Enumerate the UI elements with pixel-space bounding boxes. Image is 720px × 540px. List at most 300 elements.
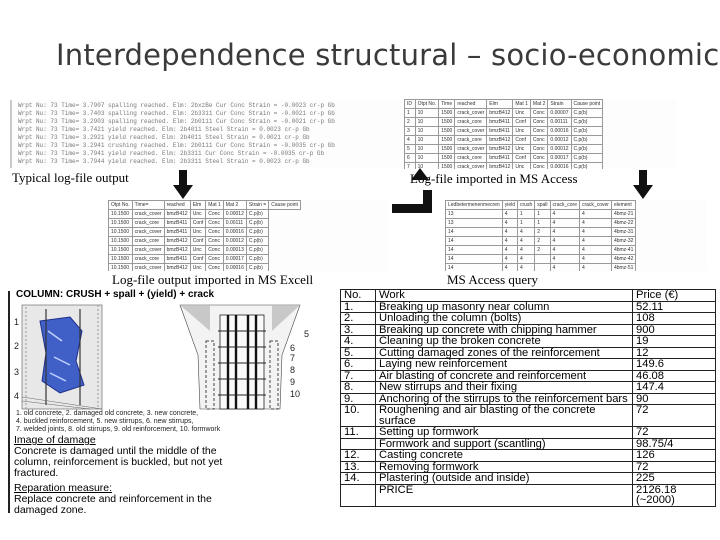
table-cell: 2 — [405, 118, 416, 127]
column-damage-panel — [8, 289, 336, 516]
table-cell: 4 — [405, 136, 416, 145]
table-cell: 4 — [502, 237, 517, 246]
price-row-price: 900 — [633, 324, 716, 336]
drawing-label-2: 2 — [14, 341, 20, 351]
access-table — [404, 99, 603, 169]
table-cell: Conc — [206, 210, 224, 219]
table-cell: 4 — [518, 255, 535, 264]
price-row-no: 9. — [341, 393, 376, 405]
table-cell: 0.00012 — [548, 145, 571, 154]
table-cell: 0.00016 — [548, 163, 571, 170]
table-cell: 0.00016 — [548, 127, 571, 136]
table-cell: 4 — [502, 264, 517, 272]
table-cell: Conf — [513, 136, 531, 145]
table-row — [446, 264, 636, 272]
table-cell: 14 — [446, 228, 503, 237]
table-cell: 3 — [405, 127, 416, 136]
price-row — [341, 347, 716, 359]
header-price: Price (€) — [633, 290, 716, 302]
table-header-cell: Strain = — [246, 201, 268, 210]
drawing-label-6: 6 — [290, 343, 296, 353]
table-header-cell: Elm — [190, 201, 206, 210]
table-header-cell: ID — [405, 100, 416, 109]
table-cell: bmzB411 — [164, 228, 190, 237]
table-header-cell: Ledbetermenenmecren — [446, 201, 503, 210]
table-cell: 1500 — [439, 118, 455, 127]
price-row-work: Casting concrete — [376, 450, 633, 462]
table-row — [405, 118, 603, 127]
legend-line: 7. welded joints, 8. old stirrups, 9. old reinforcement, 10. formwork — [16, 426, 221, 433]
drawing-label-3: 3 — [14, 367, 20, 377]
table-cell: 2 — [535, 246, 550, 255]
table-cell: 6 — [405, 154, 416, 163]
price-row-no — [341, 438, 376, 450]
price-row-price: 19 — [633, 336, 716, 348]
price-row — [341, 473, 716, 485]
table-cell: 4 — [518, 264, 535, 272]
price-row — [341, 313, 716, 325]
damage-text-line: Concrete is damaged until the middle of the — [14, 445, 217, 457]
table-cell: 4 — [579, 210, 611, 219]
repair-text-line: damaged zone. — [14, 504, 87, 516]
log-line: Wrpt Nu: 73 Time= 3.2921 yield reached. Elm: 2b4011 Steel Strain = 0.0021 cr-p Gb — [18, 134, 310, 141]
table-row — [109, 228, 301, 237]
price-row-no: 1. — [341, 301, 376, 313]
repair-text-line: Replace concrete and reinforcement in the — [14, 493, 212, 505]
table-cell: bmzB411 — [164, 219, 190, 228]
price-row-work: Setting up formwork — [376, 427, 633, 439]
table-cell: Unc — [513, 127, 531, 136]
column-heading: COLUMN: CRUSH + spall + (yield) + crack — [16, 289, 215, 300]
table-cell: Conc — [530, 127, 548, 136]
table-header-cell: Mat 1 — [206, 201, 224, 210]
price-row — [341, 301, 716, 313]
price-row — [341, 370, 716, 382]
table-cell: 4 — [550, 228, 579, 237]
table-cell: bmzB412 — [164, 246, 190, 255]
table-cell: 4bmz-42 — [611, 255, 635, 264]
table-cell: bmzB411 — [487, 118, 513, 127]
table-cell: 10 — [415, 127, 439, 136]
price-row-work: Cleaning up the broken concrete — [376, 336, 633, 348]
price-row-price: 149.6 — [633, 359, 716, 371]
price-row — [341, 359, 716, 371]
table-cell: bmzB412 — [487, 136, 513, 145]
table-header-cell: Time — [439, 100, 455, 109]
table-cell: Conc — [206, 237, 224, 246]
table-cell: 4bmz-32 — [611, 237, 635, 246]
table-cell: 10 — [415, 163, 439, 170]
table-header-cell: crack_cover — [579, 201, 611, 210]
table-cell: 4bmz-51 — [611, 264, 635, 272]
table-header-cell: Cause point — [269, 201, 301, 210]
table-cell: C.p(b) — [571, 127, 603, 136]
slide-title: Interdependence structural – socio-economic — [56, 38, 720, 72]
table-cell: C.p(b) — [571, 118, 603, 127]
price-row-price: 72 — [633, 461, 716, 473]
price-table — [340, 289, 716, 507]
table-cell: bmzB412 — [487, 109, 513, 118]
caption-typical-log: Typical log-file output — [12, 170, 129, 185]
table-cell: crack_cover — [455, 127, 487, 136]
table-cell: 0.00111 — [223, 219, 246, 228]
table-cell: 10.1500 — [109, 264, 133, 272]
table-header-cell: crush — [518, 201, 535, 210]
price-row-price: 72 — [633, 427, 716, 439]
table-header-cell: Otpt No. — [109, 201, 133, 210]
table-cell: crack_core — [132, 255, 164, 264]
price-row-work: Breaking up masonry near column — [376, 301, 633, 313]
table-cell: 0.00007 — [548, 109, 571, 118]
table-header-cell: Elm — [487, 100, 513, 109]
table-cell: C.p(b) — [571, 154, 603, 163]
price-row-no: 11. — [341, 427, 376, 439]
table-row — [446, 237, 636, 246]
price-row-work: Laying new reinforcement — [376, 359, 633, 371]
table-cell: 4 — [518, 228, 535, 237]
table-header-row — [405, 100, 603, 109]
table-cell: 2 — [535, 228, 550, 237]
table-cell: 4 — [579, 219, 611, 228]
excel-table — [108, 200, 301, 271]
table-cell: 10.1500 — [109, 246, 133, 255]
table-cell: Conc — [206, 228, 224, 237]
price-row-no: 4. — [341, 336, 376, 348]
table-cell: 1500 — [439, 127, 455, 136]
table-cell: crack_core — [132, 219, 164, 228]
table-cell: Conc — [530, 163, 548, 170]
table-cell: 4bmz-31 — [611, 228, 635, 237]
log-line: Wrpt Nu: 73 Time= 3.7944 yield reached. Elm: 2b3311 Steel Strain = 0.0023 cr-p Gb — [18, 158, 310, 165]
table-header-cell: element — [611, 201, 635, 210]
table-cell: 1500 — [439, 145, 455, 154]
price-row-no — [341, 484, 376, 506]
price-row — [341, 393, 716, 405]
table-header-cell: Strain — [548, 100, 571, 109]
table-row — [109, 237, 301, 246]
drawing-label-8: 8 — [290, 365, 296, 375]
table-cell: 4 — [518, 246, 535, 255]
down-arrow-icon — [173, 170, 193, 200]
price-row-price: 108 — [633, 313, 716, 325]
table-cell: Conc — [530, 145, 548, 154]
price-row-price: 90 — [633, 393, 716, 405]
table-cell: Conf — [190, 237, 206, 246]
price-row-work: New stirrups and their fixing — [376, 382, 633, 394]
price-row-work: Air blasting of concrete and reinforcement — [376, 370, 633, 382]
drawing-label-1: 1 — [14, 317, 20, 327]
table-header-cell: reached — [164, 201, 190, 210]
table-row — [109, 255, 301, 264]
price-row-work: Unloading the column (bolts) — [376, 313, 633, 325]
table-cell: Unc — [513, 145, 531, 154]
table-cell: 0.00012 — [548, 136, 571, 145]
table-cell: 1 — [535, 210, 550, 219]
price-row — [341, 438, 716, 450]
table-cell: Conc — [206, 246, 224, 255]
price-row-no: 13. — [341, 461, 376, 473]
table-cell: 0.00012 — [223, 237, 246, 246]
legend-line: 1. old concrete, 2. damaged old concrete, 3. new concrete, — [16, 410, 199, 417]
price-row-price: 147.4 — [633, 382, 716, 394]
table-cell: 1 — [518, 219, 535, 228]
query-table-scan — [445, 200, 707, 271]
price-row-work: Cutting damaged zones of the reinforcement — [376, 347, 633, 359]
excel-table-scan — [108, 200, 388, 271]
table-row — [405, 127, 603, 136]
table-row — [405, 163, 603, 170]
table-row — [446, 228, 636, 237]
table-header-cell: yield — [502, 201, 517, 210]
table-header-row — [109, 201, 301, 210]
table-cell: Conc — [530, 109, 548, 118]
table-cell: 10.1500 — [109, 219, 133, 228]
table-row — [405, 109, 603, 118]
table-cell: crack_cover — [132, 210, 164, 219]
price-row-no: 2. — [341, 313, 376, 325]
table-cell: Conc — [206, 219, 224, 228]
table-cell: 10 — [415, 145, 439, 154]
bent-arrow-icon — [392, 186, 442, 216]
price-row-work: Removing formwork — [376, 461, 633, 473]
table-cell: Conc — [530, 136, 548, 145]
log-line: Wrpt Nu: 73 Time= 3.2941 crushing reached. Elm: 2b0111 Cur Conc Strain = -0.0035 cr-p Gb — [18, 142, 335, 149]
caption-excel-import: Log-file output imported in MS Excell — [112, 272, 314, 287]
table-cell: 13 — [446, 219, 503, 228]
table-cell: 4 — [550, 255, 579, 264]
table-cell: 0.00016 — [223, 264, 246, 272]
table-cell: Conc — [530, 154, 548, 163]
table-row — [109, 219, 301, 228]
table-cell — [535, 255, 550, 264]
table-cell: 14 — [446, 255, 503, 264]
price-row-work: Anchoring of the stirrups to the reinforcement bars — [376, 393, 633, 405]
table-cell: 4 — [550, 246, 579, 255]
table-cell: C.p(b) — [571, 109, 603, 118]
price-row-no: 3. — [341, 324, 376, 336]
price-row-work: Formwork and support (scantling) — [376, 438, 633, 450]
table-cell: Conc — [530, 118, 548, 127]
price-row-no: 5. — [341, 347, 376, 359]
drawing-label-4: 4 — [14, 391, 20, 401]
table-row — [109, 246, 301, 255]
access-table-scan — [404, 99, 676, 169]
table-header-cell: crack_core — [550, 201, 579, 210]
table-cell: 10.1500 — [109, 237, 133, 246]
table-cell: crack_cover — [132, 228, 164, 237]
table-cell: 0.00013 — [223, 246, 246, 255]
price-row-no: 7. — [341, 370, 376, 382]
table-cell: 10 — [415, 109, 439, 118]
table-row — [405, 154, 603, 163]
table-cell: 14 — [446, 264, 503, 272]
query-table — [445, 200, 636, 271]
table-cell: C.p(b) — [571, 163, 603, 170]
table-cell: 1 — [405, 109, 416, 118]
table-cell: C.p(b) — [571, 136, 603, 145]
price-row — [341, 405, 716, 427]
log-line: Wrpt Nu: 73 Time= 3.7421 yield reached. Elm: 2b4011 Steel Strain = 0.0023 cr-p Gb — [18, 126, 310, 133]
table-cell: 1500 — [439, 163, 455, 170]
table-cell: 4bmz-21 — [611, 210, 635, 219]
table-cell: 10.1500 — [109, 210, 133, 219]
drawing-label-5: 5 — [304, 329, 310, 339]
table-cell: crack_core — [455, 154, 487, 163]
table-cell: Unc — [513, 163, 531, 170]
table-cell: 4bmz-22 — [611, 219, 635, 228]
repair-title: Reparation measure: — [14, 482, 113, 494]
price-row-price: 126 — [633, 450, 716, 462]
table-cell: 4 — [502, 219, 517, 228]
table-cell: 4 — [502, 255, 517, 264]
caption-access-import: Log-file imported in MS Access — [410, 171, 578, 186]
table-cell — [535, 264, 550, 272]
price-row-price: 72 — [633, 405, 716, 427]
price-row-work: Breaking up concrete with chipping hammer — [376, 324, 633, 336]
table-cell: 4 — [579, 246, 611, 255]
table-cell: 4 — [579, 264, 611, 272]
price-row-work: Roughening and air blasting of the concrete surface — [376, 405, 633, 427]
price-row-price: 46.08 — [633, 370, 716, 382]
table-cell: 0.00016 — [223, 228, 246, 237]
table-row — [446, 246, 636, 255]
table-cell: crack_cover — [132, 264, 164, 272]
table-cell: C.p(b) — [246, 255, 268, 264]
price-row — [341, 382, 716, 394]
table-cell: 4 — [579, 255, 611, 264]
table-cell: 14 — [446, 237, 503, 246]
table-header-cell: spall — [535, 201, 550, 210]
price-row — [341, 461, 716, 473]
log-lines — [18, 102, 335, 166]
table-cell: 5 — [405, 145, 416, 154]
table-cell: 2 — [535, 237, 550, 246]
table-cell: crack_cover — [455, 145, 487, 154]
table-cell: C.p(b) — [246, 228, 268, 237]
up-arrow-icon — [411, 168, 431, 188]
price-row-no: 10. — [341, 405, 376, 427]
table-header-cell: Cause point — [571, 100, 603, 109]
damage-text-line: column, reinforcement is buckled, but not yet — [14, 456, 223, 468]
table-cell: 0.00017 — [223, 255, 246, 264]
table-cell: C.p(b) — [246, 237, 268, 246]
price-row-no: 8. — [341, 382, 376, 394]
table-cell: C.p(b) — [246, 219, 268, 228]
down-arrow-icon — [633, 170, 653, 200]
table-cell: 4 — [550, 210, 579, 219]
table-cell: 4 — [518, 237, 535, 246]
table-cell: Conc — [206, 264, 224, 272]
table-row — [405, 145, 603, 154]
price-row-price: 98.75/4 — [633, 438, 716, 450]
table-header-cell: Mat 1 — [513, 100, 531, 109]
table-row — [109, 264, 301, 272]
table-cell: Unc — [190, 210, 206, 219]
table-cell: 14 — [446, 246, 503, 255]
table-cell: crack_core — [132, 237, 164, 246]
table-header-cell: Time= — [132, 201, 164, 210]
header-no: No. — [341, 290, 376, 302]
table-cell: 4 — [579, 237, 611, 246]
drawing-label-9: 9 — [290, 377, 296, 387]
table-cell: 1500 — [439, 136, 455, 145]
table-cell: 10.1500 — [109, 228, 133, 237]
table-header-cell: Mat 2 — [223, 201, 246, 210]
table-header-row — [446, 201, 636, 210]
table-cell: 4 — [579, 228, 611, 237]
price-row-work: PRICE — [376, 484, 633, 506]
price-row-price: 225 — [633, 473, 716, 485]
table-cell: Conf — [190, 219, 206, 228]
log-file-scan — [10, 100, 404, 168]
table-row — [446, 219, 636, 228]
price-table-header — [341, 290, 716, 302]
table-cell: crack_core — [455, 118, 487, 127]
caption-access-query: MS Access query — [447, 272, 538, 287]
table-cell: 4 — [550, 237, 579, 246]
table-cell: Conf — [513, 154, 531, 163]
table-cell: bmzB411 — [487, 127, 513, 136]
table-cell: Conf — [190, 255, 206, 264]
table-row — [109, 210, 301, 219]
price-row — [341, 484, 716, 506]
price-row-price: 52.11 — [633, 301, 716, 313]
table-cell: 4bmz-41 — [611, 246, 635, 255]
table-cell: 10 — [415, 118, 439, 127]
table-cell: 0.00012 — [223, 210, 246, 219]
table-cell: 10.1500 — [109, 255, 133, 264]
price-row — [341, 427, 716, 439]
table-header-cell: reached — [455, 100, 487, 109]
table-cell: C.p(b) — [246, 246, 268, 255]
table-cell: C.p(b) — [246, 264, 268, 272]
price-row-price: 2126.18 (~2000) — [633, 484, 716, 506]
table-cell: Conc — [206, 255, 224, 264]
table-row — [446, 255, 636, 264]
table-cell: crack_cover — [455, 163, 487, 170]
table-cell: Unc — [190, 228, 206, 237]
table-cell: bmzB412 — [164, 237, 190, 246]
log-line: Wrpt Nu: 73 Time= 3.7941 yield reached. Elm: 2b3311 Cur Conc Strain = -0.0035 cr-p Gb — [18, 150, 325, 157]
table-cell: 7 — [405, 163, 416, 170]
table-cell: 4 — [550, 219, 579, 228]
table-row — [405, 136, 603, 145]
table-cell: 0.00111 — [548, 118, 571, 127]
table-cell: 13 — [446, 210, 503, 219]
log-line: Wrpt Nu: 73 Time= 3.2903 spalling reached. Elm: 2b0111 Cur Conc Strain = -0.0021 cr-p Gb — [18, 118, 335, 125]
table-cell: Conf — [513, 118, 531, 127]
table-cell: 10 — [415, 136, 439, 145]
price-row-no: 12. — [341, 450, 376, 462]
price-row-work: Plastering (outside and inside) — [376, 473, 633, 485]
price-row — [341, 324, 716, 336]
legend-line: 4. buckled reinforcement, 5. new stirrups, 6. new stirrups, — [16, 418, 194, 425]
table-cell: bmzB411 — [487, 154, 513, 163]
table-cell: 4 — [502, 246, 517, 255]
table-cell: 1500 — [439, 109, 455, 118]
table-header-cell: Otpt No. — [415, 100, 439, 109]
header-work: Work — [376, 290, 633, 302]
table-cell: Unc — [190, 264, 206, 272]
drawing-label-10: 10 — [290, 389, 301, 399]
table-cell: 1 — [535, 219, 550, 228]
damage-title: Image of damage — [14, 434, 96, 446]
table-cell: C.p(b) — [571, 145, 603, 154]
price-row-no: 6. — [341, 359, 376, 371]
table-cell: crack_core — [455, 136, 487, 145]
table-cell: crack_cover — [455, 109, 487, 118]
table-cell: bmzB412 — [164, 264, 190, 272]
